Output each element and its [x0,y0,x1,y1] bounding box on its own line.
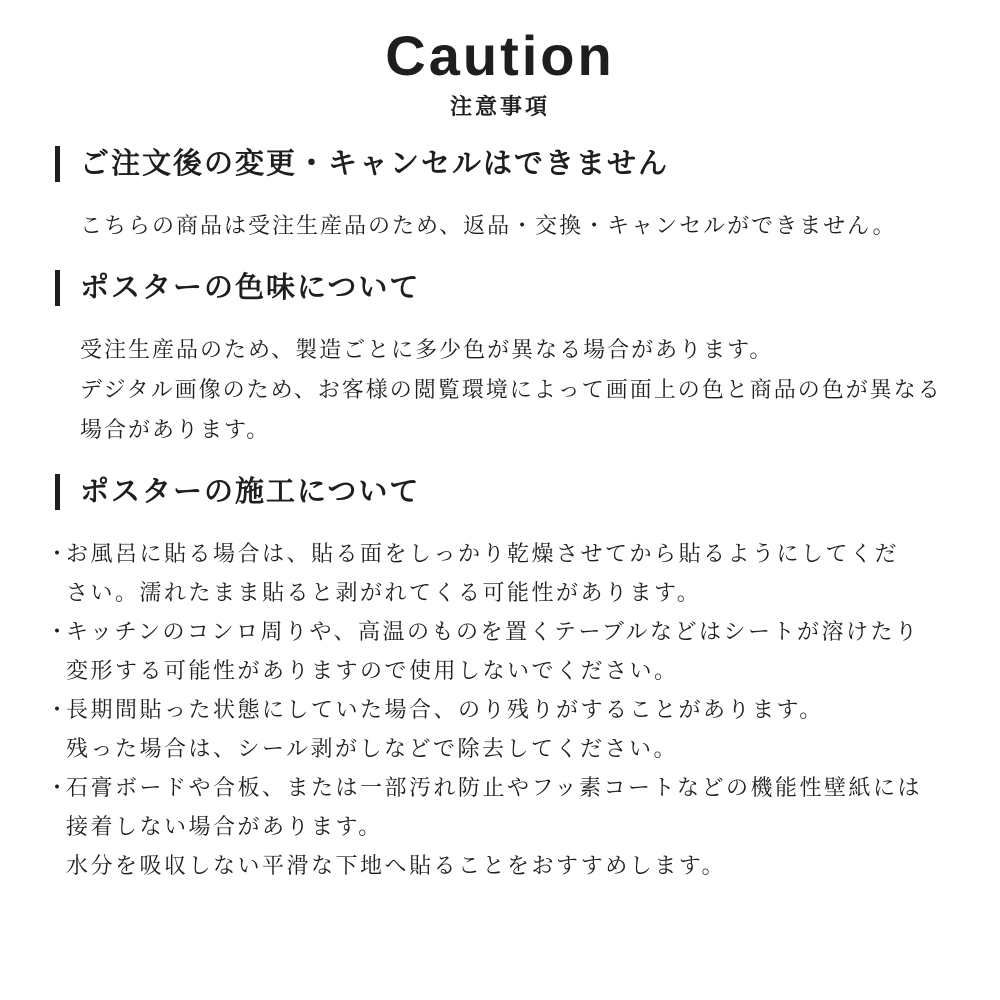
section-poster-color [0,270,1000,450]
body-line: お風呂に貼る場合は、貼る面をしっかり乾燥させてから貼るようにしてくだ [66,541,900,567]
body-line: 場合があります。 [80,417,271,443]
list-item [46,690,980,768]
page-header [0,24,1000,122]
bullet-icon: ・ [46,775,69,801]
section-poster-installation [0,474,1000,885]
body-line: こちらの商品は受注生産品のため、返品・交換・キャンセルができません。 [80,213,897,239]
body-line: 水分を吸収しない平滑な下地へ貼ることをおすすめします。 [66,853,726,879]
section-body [80,206,960,246]
bullet-icon: ・ [46,541,69,567]
body-line: 受注生産品のため、製造ごとに多少色が異なる場合があります。 [80,337,774,363]
body-line: 残った場合は、シール剥がしなどで除去してください。 [66,736,679,762]
bullet-icon: ・ [46,619,69,645]
page-subtitle: 注意事項 [449,94,550,119]
section-body [80,330,960,450]
body-line: キッチンのコンロ周りや、高温のものを置くテーブルなどはシートが溶けたり [66,619,920,645]
page-title: Caution [385,24,615,87]
list-item [46,534,980,612]
heading-bar [55,146,60,182]
section-heading-text: ポスターの施工について [80,476,421,509]
list-item [46,612,980,690]
heading-bar [55,474,60,510]
body-line: 変形する可能性がありますので使用しないでください。 [66,658,679,684]
section-heading-text: ご注文後の変更・キャンセルはできません [80,148,670,181]
body-line: デジタル画像のため、お客様の閲覧環境によって画面上の色と商品の色が異なる [80,377,942,403]
heading-bar [55,270,60,306]
section-heading [55,474,1000,510]
section-heading [55,146,1000,182]
list-item [46,768,980,885]
body-line: さい。濡れたまま貼ると剥がれてくる可能性があります。 [66,580,702,606]
body-line: 石膏ボードや合板、または一部汚れ防止やフッ素コートなどの機能性壁紙には [66,775,922,801]
body-line: 接着しない場合があります。 [66,814,383,840]
section-order-cancellation [0,146,1000,246]
section-heading [55,270,1000,306]
bullet-icon: ・ [46,697,69,723]
installation-notes-list [46,534,980,885]
body-line: 長期間貼った状態にしていた場合、のり残りがすることがあります。 [66,697,824,723]
section-heading-text: ポスターの色味について [80,272,421,305]
